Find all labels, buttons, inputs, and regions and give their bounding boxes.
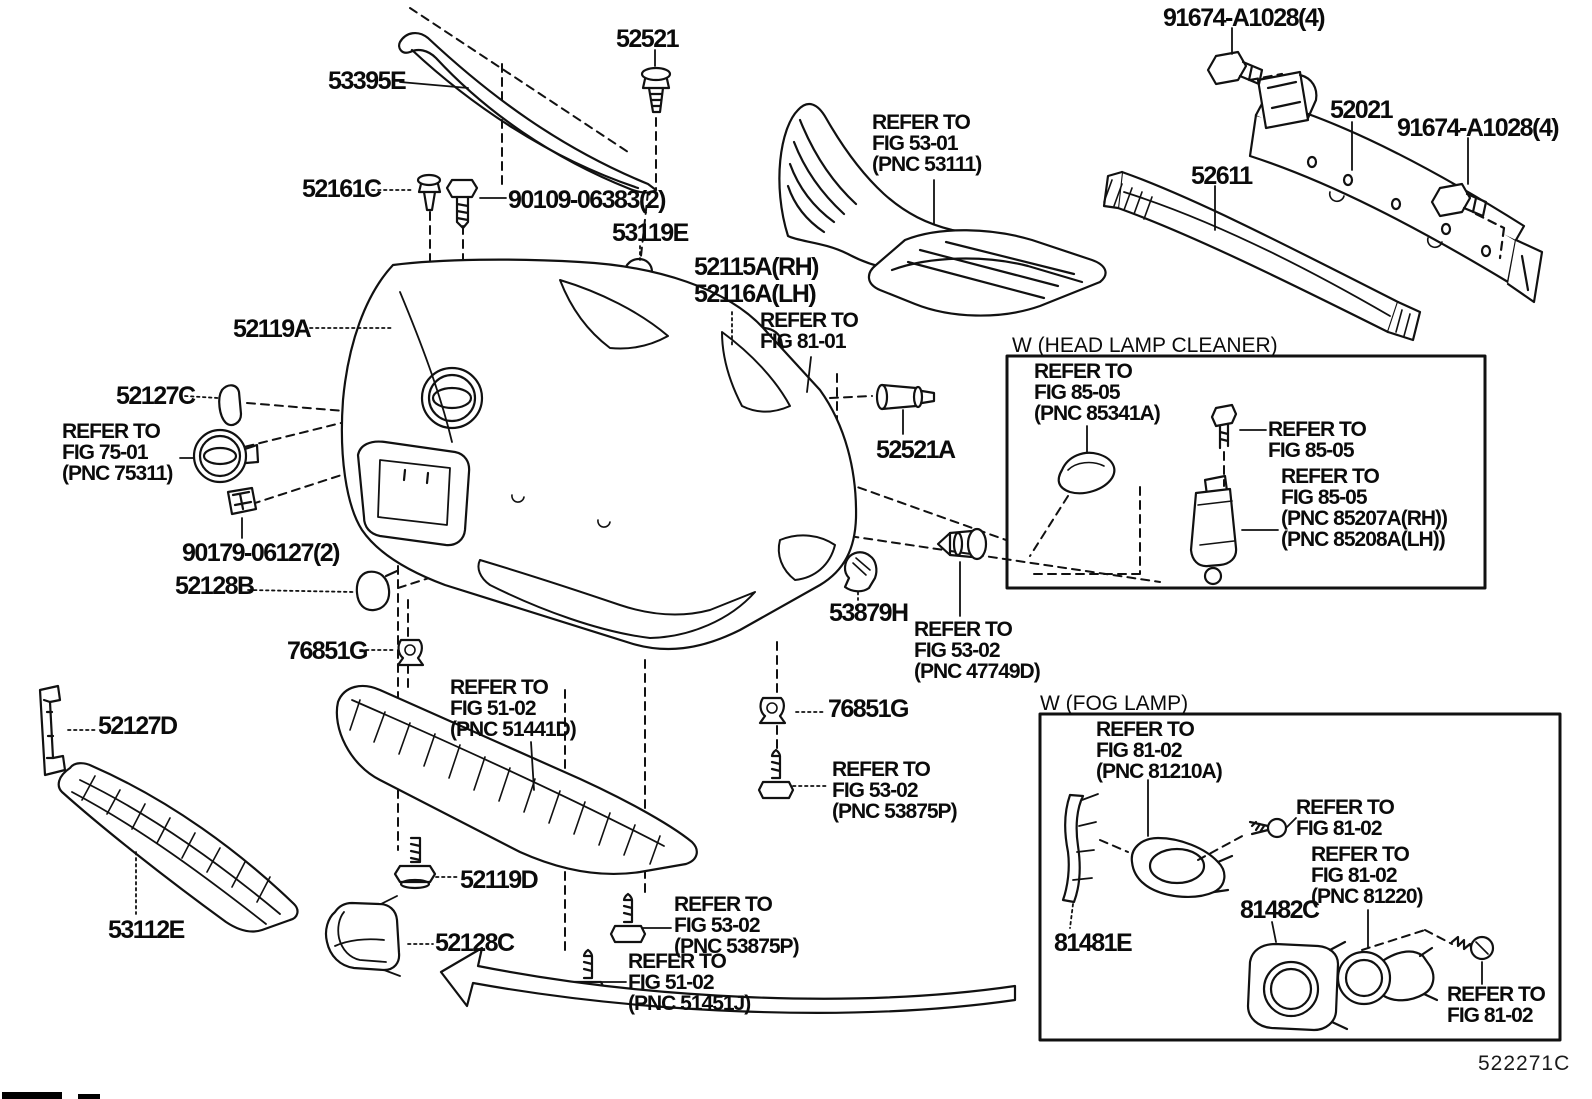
bolt-53875p-bottom bbox=[611, 894, 645, 942]
part-label-52115a-52116a[interactable] bbox=[694, 254, 818, 308]
bolt-52119d bbox=[395, 838, 435, 888]
fog-screw-lower bbox=[1452, 937, 1493, 959]
note-fig81-01: REFER TO FIG 81-01 bbox=[760, 309, 858, 353]
part-label-90109-06383[interactable]: 90109-06383(2) bbox=[508, 186, 665, 214]
part-label-91674-a1028-left[interactable]: 91674-A1028(4) bbox=[1163, 4, 1325, 32]
fog-bracket-81481e bbox=[1063, 794, 1098, 902]
bolt-90109 bbox=[447, 180, 477, 228]
hole-cover-52128c bbox=[326, 896, 400, 976]
fog-bezel bbox=[1132, 838, 1232, 897]
cleaner-actuator bbox=[1191, 476, 1236, 584]
part-label-52521[interactable]: 52521 bbox=[616, 25, 679, 53]
note-fig81-02-pnc81220: REFER TO FIG 81-02 (PNC 81220) bbox=[1311, 843, 1423, 908]
note-fig53-01: REFER TO FIG 53-01 (PNC 53111) bbox=[872, 111, 982, 176]
note-fig53-02-pnc53875p-bottom: REFER TO FIG 53-02 (PNC 53875P) bbox=[674, 893, 799, 958]
note-fig85-05-pnc85341a: REFER TO FIG 85-05 (PNC 85341A) bbox=[1034, 360, 1160, 425]
fog-cover-81482c bbox=[1248, 942, 1347, 1030]
part-label-52021[interactable]: 52021 bbox=[1330, 96, 1393, 124]
part-label-52119d[interactable]: 52119D bbox=[460, 866, 538, 894]
note-fig81-02-mid: REFER TO FIG 81-02 bbox=[1296, 796, 1394, 840]
part-label-52116a[interactable]: 52116A(LH) bbox=[694, 280, 816, 308]
bolt-53875p-right bbox=[759, 750, 793, 798]
clip-52161c bbox=[418, 175, 440, 210]
note-fig51-02-pnc51451j: REFER TO FIG 51-02 (PNC 51451J) bbox=[628, 950, 751, 1015]
part-label-52128b[interactable]: 52128B bbox=[175, 572, 254, 600]
part-label-52127d[interactable]: 52127D bbox=[98, 712, 177, 740]
fog-lamp-title: W (FOG LAMP) bbox=[1040, 692, 1189, 715]
part-label-91674-a1028-right[interactable]: 91674-A1028(4) bbox=[1397, 114, 1559, 142]
part-label-52611[interactable]: 52611 bbox=[1191, 162, 1252, 190]
figure-code: 522271C bbox=[1478, 1052, 1571, 1075]
clip-53879h bbox=[845, 552, 876, 591]
note-fig85-05-pnc85207a: REFER TO FIG 85-05 (PNC 85207A(RH)) (PNC 85208A(LH)) bbox=[1281, 465, 1448, 551]
note-fig85-05: REFER TO FIG 85-05 bbox=[1268, 418, 1366, 462]
clip-52521 bbox=[642, 68, 670, 112]
part-label-52115a[interactable]: 52115A(RH) bbox=[694, 253, 818, 281]
part-label-52161c[interactable]: 52161C bbox=[302, 175, 381, 203]
part-label-76851g-right[interactable]: 76851G bbox=[828, 695, 908, 723]
lower-grille-53112e bbox=[59, 763, 298, 931]
fog-screw-upper bbox=[1250, 819, 1286, 837]
nut-90179 bbox=[228, 488, 256, 514]
clip-76851g-left bbox=[398, 640, 423, 665]
note-fig53-02-pnc53875p-right: REFER TO FIG 53-02 (PNC 53875P) bbox=[832, 758, 957, 823]
part-label-81482c[interactable]: 81482C bbox=[1240, 896, 1319, 924]
emblem-fig75-01 bbox=[194, 430, 258, 482]
part-label-53112e[interactable]: 53112E bbox=[108, 916, 184, 944]
part-label-53119e[interactable]: 53119E bbox=[612, 219, 688, 247]
note-fig81-02-bottom: REFER TO FIG 81-02 bbox=[1447, 983, 1545, 1027]
note-fig75-01: REFER TO FIG 75-01 (PNC 75311) bbox=[62, 420, 173, 485]
part-label-76851g-left[interactable]: 76851G bbox=[287, 637, 367, 665]
part-label-52119a[interactable]: 52119A bbox=[233, 315, 311, 343]
part-label-53395e[interactable]: 53395E bbox=[328, 67, 406, 95]
fog-lamp-unit bbox=[1338, 948, 1437, 1004]
part-label-52521a[interactable]: 52521A bbox=[876, 436, 955, 464]
note-fig81-02-pnc81210a: REFER TO FIG 81-02 (PNC 81210A) bbox=[1096, 718, 1222, 783]
part-label-52127c[interactable]: 52127C bbox=[116, 382, 195, 410]
pin-52521a bbox=[877, 385, 934, 409]
hood-molding-53395e bbox=[399, 33, 656, 192]
hole-cover-52128b bbox=[357, 571, 397, 610]
retainer-52127c bbox=[219, 385, 241, 425]
note-fig51-02-pnc51441d: REFER TO FIG 51-02 (PNC 51441D) bbox=[450, 676, 576, 741]
part-label-52128c[interactable]: 52128C bbox=[435, 929, 514, 957]
part-label-90179-06127[interactable]: 90179-06127(2) bbox=[182, 539, 339, 567]
cropped-edge-marks bbox=[2, 1092, 100, 1099]
cleaner-bolt bbox=[1212, 405, 1236, 448]
pin-47749d bbox=[938, 529, 986, 559]
part-label-81481e[interactable]: 81481E bbox=[1054, 929, 1132, 957]
head-lamp-cleaner-title: W (HEAD LAMP CLEANER) bbox=[1012, 334, 1278, 357]
bracket-52127d bbox=[40, 686, 65, 775]
part-label-53879h[interactable]: 53879H bbox=[829, 599, 908, 627]
note-fig53-02-pnc47749d: REFER TO FIG 53-02 (PNC 47749D) bbox=[914, 618, 1040, 683]
clip-76851g-right bbox=[760, 698, 785, 723]
